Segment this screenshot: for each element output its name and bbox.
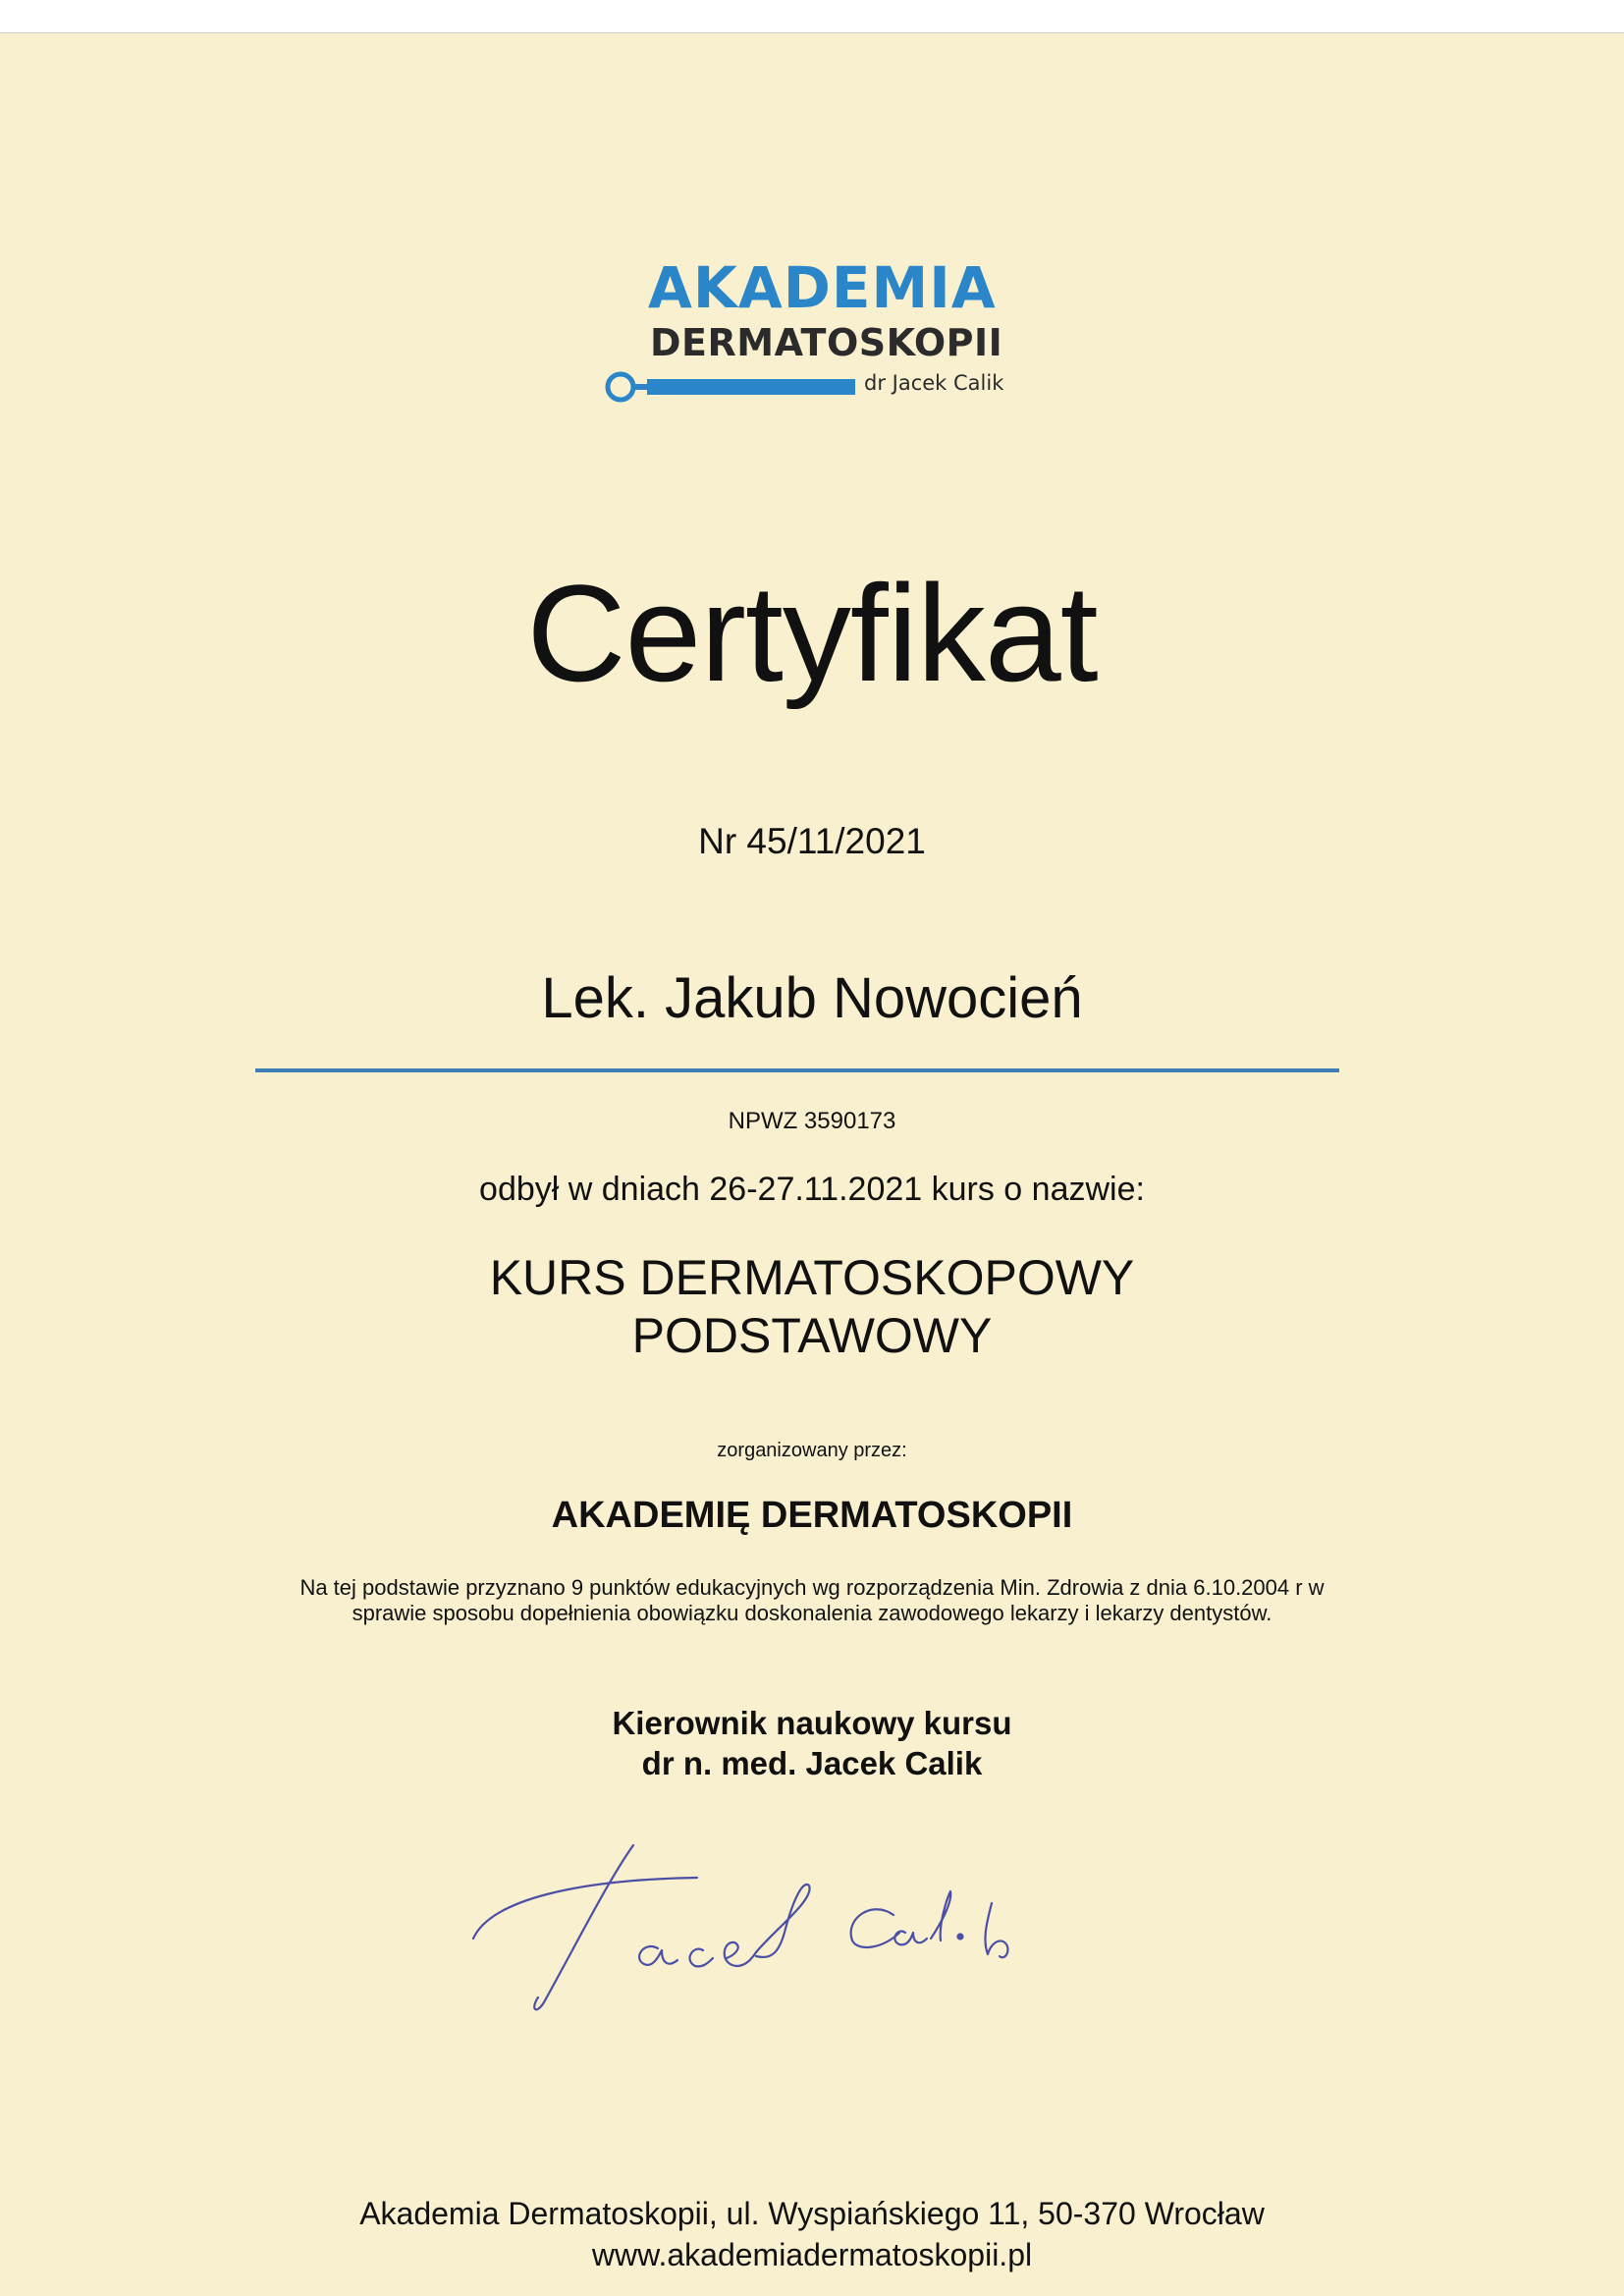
- logo-title-dermatoskopii: DERMATOSKOPII: [650, 321, 1003, 364]
- director-name: dr n. med. Jacek Calik: [641, 1745, 983, 1782]
- logo-subtitle: dr Jacek Calik: [864, 371, 1004, 395]
- organized-by-label: zorganizowany przez:: [717, 1440, 907, 1461]
- name-underline-divider: [255, 1068, 1339, 1072]
- recipient-name: Lek. Jakub Nowocień: [541, 966, 1083, 1030]
- course-name-line2: PODSTAWOWY: [631, 1308, 993, 1363]
- handwritten-signature: [461, 1831, 1110, 2027]
- director-title: Kierownik naukowy kursu: [612, 1705, 1012, 1741]
- dermatoscope-icon: [601, 367, 895, 407]
- organizer-name: AKADEMIĘ DERMATOSKOPII: [551, 1495, 1073, 1536]
- npwz-number: NPWZ 3590173: [728, 1108, 896, 1134]
- footer-website[interactable]: www.akademiadermatoskopii.pl: [591, 2236, 1033, 2272]
- footer: [0, 2194, 1624, 2275]
- certificate-page: [0, 33, 1624, 2296]
- points-line2: sprawie sposobu dopełnienia obowiązku doskonalenia zawodowego lekarzy i lekarzy dentystów.: [352, 1601, 1272, 1626]
- points-line1: Na tej podstawie przyznano 9 punktów edukacyjnych wg rozporządzenia Min. Zdrowia z dnia 6.10.2004 r w: [299, 1575, 1325, 1600]
- certificate-title: Certyfikat: [526, 556, 1098, 710]
- footer-address: Akademia Dermatoskopii, ul. Wyspiańskiego 11, 50-370 Wrocław: [359, 2196, 1265, 2231]
- course-name-line1: KURS DERMATOSKOPOWY: [489, 1250, 1135, 1305]
- logo-title-akademia: AKADEMIA: [648, 254, 997, 321]
- course-director: [0, 1703, 1624, 1784]
- academy-logo: [601, 230, 1013, 426]
- certificate-number: Nr 45/11/2021: [698, 821, 926, 861]
- course-description: odbył w dniach 26-27.11.2021 kurs o nazwie:: [479, 1171, 1145, 1208]
- course-name: [0, 1249, 1624, 1365]
- education-points-text: [196, 1575, 1428, 1627]
